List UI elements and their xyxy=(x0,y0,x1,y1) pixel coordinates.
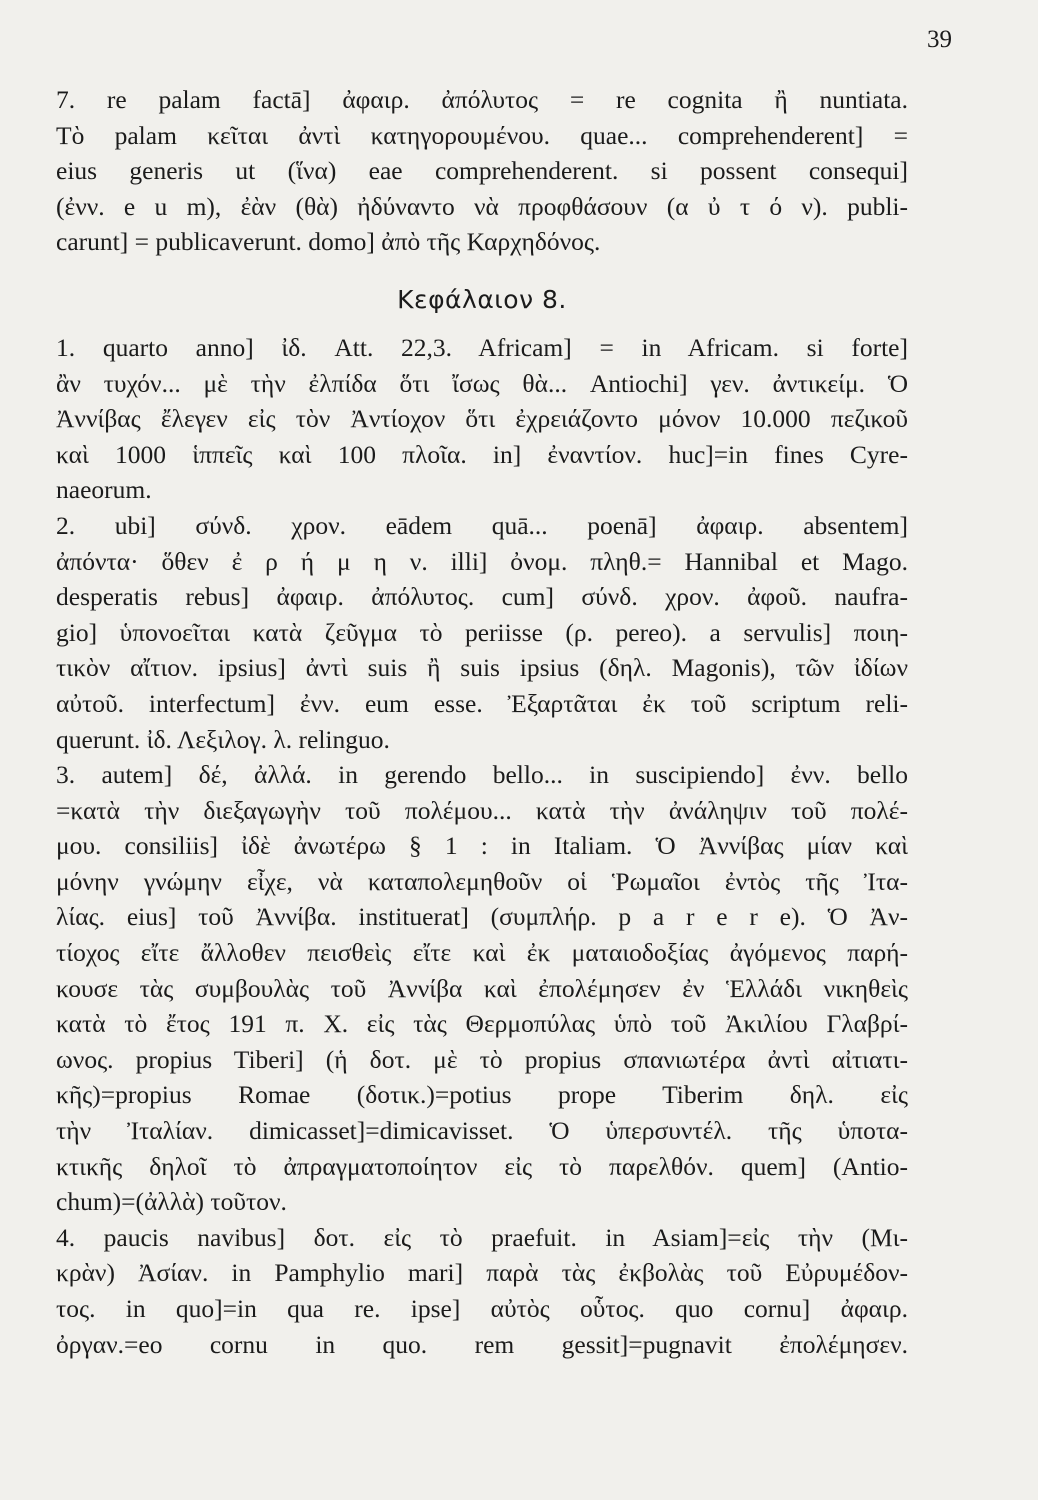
text-line: 4. paucis navibus] δοτ. εἰς τὸ praefuit. in Asiam]=εἰς τὴν (Μι- xyxy=(56,1222,908,1252)
text-line: 7. re palam factā] ἀφαιρ. ἀπόλυτος = re cognita ἢ nuntiata. xyxy=(56,85,908,114)
text-line: μόνην γνώμην εἶχε, νὰ καταπολεμηθοῦν οἱ Ῥωμαῖοι ἐντὸς τῆς Ἰτα- xyxy=(56,866,908,896)
text-line: gio] ὑπονοεῖται κατὰ ζεῦγμα τὸ periisse (ρ. pereo). a servulis] ποιη- xyxy=(56,617,908,647)
paragraph-2 xyxy=(56,508,908,757)
text-line: 1. quarto anno] ἰδ. Att. 22,3. Africam] = in Africam. si forte] xyxy=(56,332,908,362)
text-line: τὴν Ἰταλίαν. dimicasset]=dimicavisset. Ὁ ὑπερσυντέλ. τῆς ὑποτα- xyxy=(56,1116,908,1146)
paragraph-3 xyxy=(56,757,908,1220)
page-body xyxy=(56,82,908,1362)
text-line: desperatis rebus] ἀφαιρ. ἀπόλυτος. cum] σύνδ. χρον. ἀφοῦ. naufra- xyxy=(56,582,908,612)
text-line: ωνος. propius Tiberi] (ἡ δοτ. μὲ τὸ propius σπανιωτέρα ἀντὶ αἰτιατι- xyxy=(56,1044,908,1074)
page-number: 39 xyxy=(927,26,952,53)
text-line: chum)=(ἀλλὰ) τοῦτον. xyxy=(56,1187,287,1217)
text-line: Τὸ palam κεῖται ἀντὶ κατηγορουμένου. quae... comprehenderent] = xyxy=(56,120,908,150)
text-line: =κατὰ τὴν διεξαγωγὴν τοῦ πολέμου... κατὰ τὴν ἀνάληψιν τοῦ πολέ- xyxy=(56,795,908,825)
text-line: κρὰν) Ἀσίαν. in Pamphylio mari] παρὰ τὰς ἐκβολὰς τοῦ Εὐρυμέδον- xyxy=(56,1258,908,1288)
text-line: κατὰ τὸ ἔτος 191 π. Χ. εἰς τὰς Θερμοπύλας ὑπὸ τοῦ Ἀκιλίου Γλαβρί- xyxy=(56,1009,908,1039)
text-line: μου. consiliis] ἰδὲ ἀνωτέρω § 1 : in Italiam. Ὁ Ἀννίβας μίαν καὶ xyxy=(56,831,908,861)
text-line: τίοχος εἴτε ἄλλοθεν πεισθεὶς εἴτε καὶ ἐκ ματαιοδοξίας ἀγόμενος παρή- xyxy=(56,938,908,968)
text-line: ὀργαν.=eo cornu in quo. rem gessit]=pugnavit ἐπολέμησεν. xyxy=(56,1329,908,1359)
text-line: 3. autem] δέ, ἀλλά. in gerendo bello... in suscipiendo] ἐνν. bello xyxy=(56,760,908,790)
text-line: αὐτοῦ. interfectum] ἐνν. eum esse. Ἐξαρτᾶται ἐκ τοῦ scriptum reli- xyxy=(56,688,908,718)
text-line: eius generis ut (ἵνα) eae comprehenderent. si possent consequi] xyxy=(56,156,908,186)
text-line: ἀπόντα· ὅθεν ἐ ρ ή μ η ν. illi] ὀνομ. πληθ.= Hannibal et Mago. xyxy=(56,546,908,576)
text-line: λίας. eius] τοῦ Ἀννίβα. instituerat] (συμπλήρ. p a r e r e). Ὁ Ἀν- xyxy=(56,902,908,932)
paragraph-7 xyxy=(56,82,908,260)
text-line: κουσε τὰς συμβουλὰς τοῦ Ἀννίβα καὶ ἐπολέμησεν ἐν Ἑλλάδι νικηθεὶς xyxy=(56,973,908,1003)
text-line: ἂν τυχόν... μὲ τὴν ἐλπίδα ὅτι ἴσως θὰ... Antiochi] γεν. ἀντικείμ. Ὁ xyxy=(56,368,908,398)
text-line: κῆς)=propius Romae (δοτικ.)=potius prope Tiberim δηλ. εἰς xyxy=(56,1080,908,1110)
text-line: 2. ubi] σύνδ. χρον. eādem quā... poenā] ἀφαιρ. absentem] xyxy=(56,510,908,540)
text-line: carunt] = publicaverunt. domo] ἀπὸ τῆς Καρχηδόνος. xyxy=(56,227,601,257)
text-line: Ἀννίβας ἔλεγεν εἰς τὸν Ἀντίοχον ὅτι ἐχρειάζοντο μόνον 10.000 πεζικοῦ xyxy=(56,404,908,434)
text-line: (ἐνν. e u m), ἐὰν (θὰ) ἠδύναντο νὰ προφθάσουν (α ὐ τ ό ν). publi- xyxy=(56,191,908,221)
text-line: κτικῆς δηλοῖ τὸ ἀπραγματοποίητον εἰς τὸ παρελθόν. quem] (Antio- xyxy=(56,1151,908,1181)
text-line: τος. in quo]=in qua re. ipse] αὐτὸς οὗτος. quo cornu] ἀφαιρ. xyxy=(56,1294,908,1323)
text-line: naeorum. xyxy=(56,475,152,505)
paragraph-4 xyxy=(56,1220,908,1362)
text-line: καὶ 1000 ἱππεῖς καὶ 100 πλοῖα. in] ἐναντίον. huc]=in fines Cyre- xyxy=(56,439,908,469)
text-line: τικὸν αἴτιον. ipsius] ἀντὶ suis ἢ suis ipsius (δηλ. Magonis), τῶν ἰδίων xyxy=(56,653,908,683)
text-line: querunt. ἰδ. Λεξιλογ. λ. relinguo. xyxy=(56,724,390,754)
paragraph-1 xyxy=(56,330,908,508)
chapter-heading: Κεφάλαιον 8. xyxy=(397,284,567,314)
